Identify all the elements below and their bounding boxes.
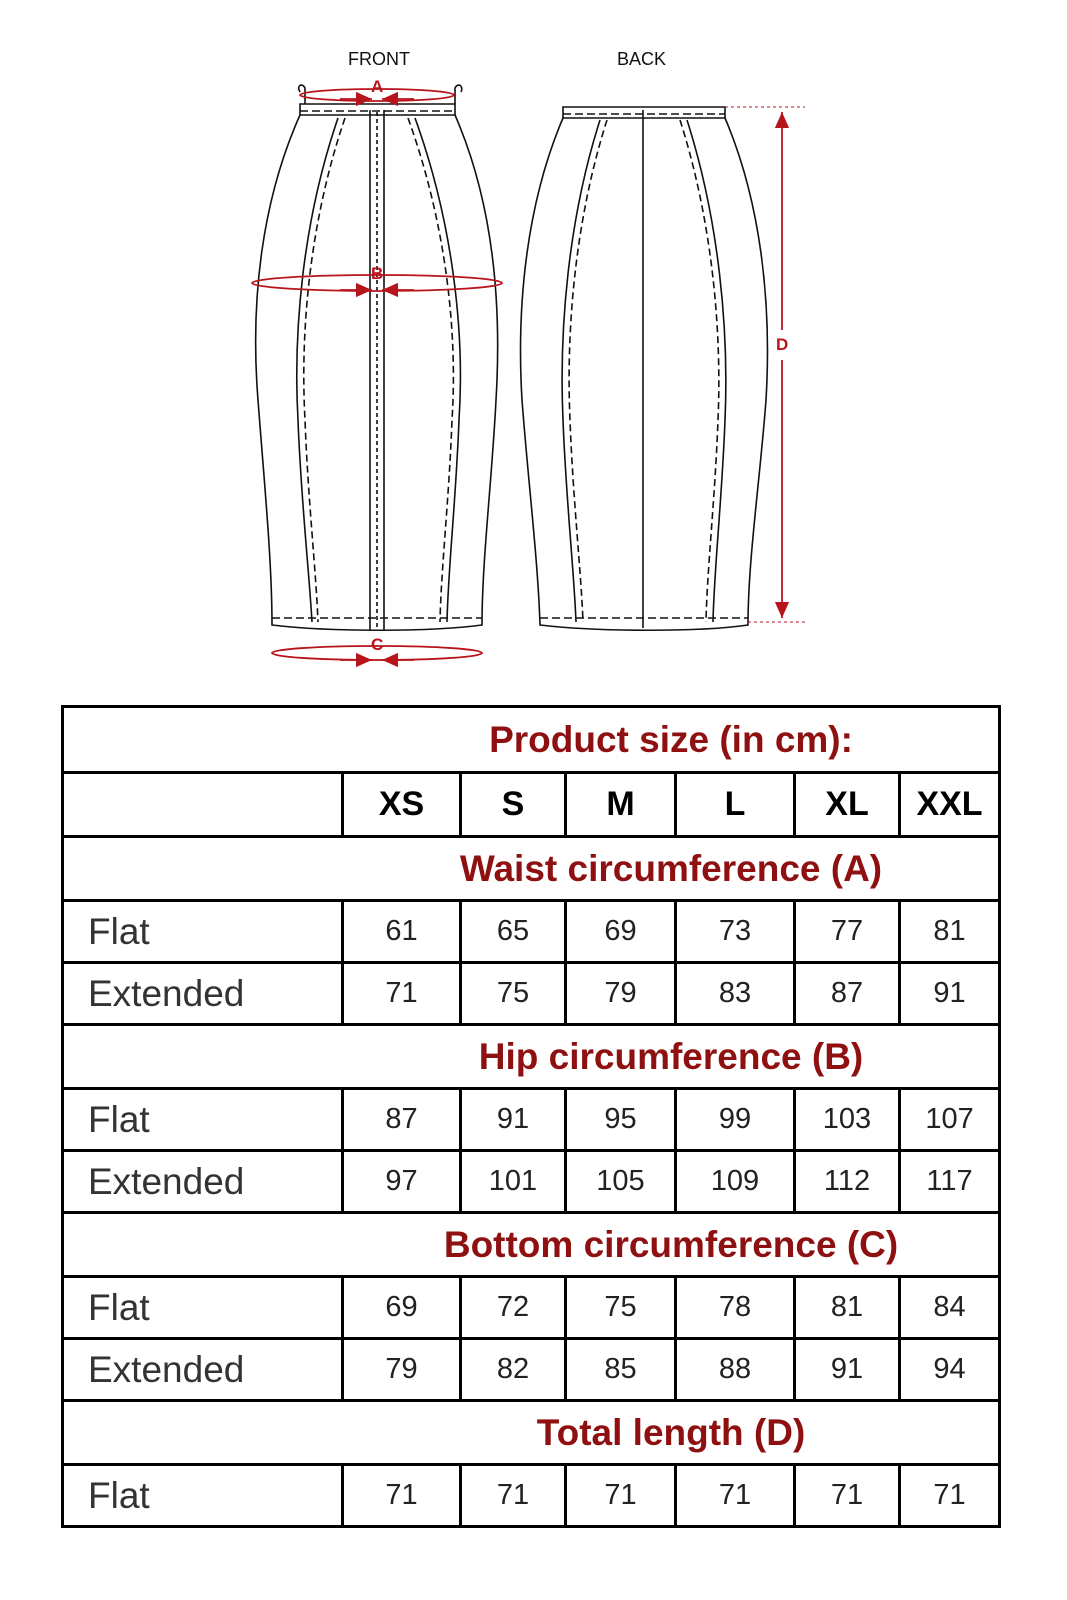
row-label: Flat [63, 901, 343, 963]
value-cell: 77 [795, 901, 900, 963]
value-cell: 82 [461, 1339, 566, 1401]
front-view-label: FRONT [348, 49, 410, 69]
value-cell: 71 [900, 1465, 1000, 1527]
value-cell: 71 [795, 1465, 900, 1527]
value-cell: 112 [795, 1151, 900, 1213]
value-cell: 79 [566, 963, 676, 1025]
value-cell: 94 [900, 1339, 1000, 1401]
value-cell: 87 [795, 963, 900, 1025]
section-title: Bottom circumference (C) [63, 1213, 1000, 1277]
skirt-drawing [0, 0, 1067, 700]
size-header-row [63, 773, 1000, 837]
value-cell: 101 [461, 1151, 566, 1213]
section-row [63, 1213, 1000, 1277]
value-cell: 83 [676, 963, 795, 1025]
section-row [63, 1401, 1000, 1465]
row-label: Extended [63, 963, 343, 1025]
value-cell: 61 [343, 901, 461, 963]
value-cell: 84 [900, 1277, 1000, 1339]
size-chart-table [61, 705, 1001, 1528]
value-cell: 91 [795, 1339, 900, 1401]
section-row [63, 837, 1000, 901]
value-cell: 91 [900, 963, 1000, 1025]
value-cell: 91 [461, 1089, 566, 1151]
value-cell: 88 [676, 1339, 795, 1401]
row-label: Extended [63, 1339, 343, 1401]
value-cell: 105 [566, 1151, 676, 1213]
marker-b: B [371, 264, 384, 283]
front-skirt [256, 85, 498, 630]
value-cell: 117 [900, 1151, 1000, 1213]
section-title: Hip circumference (B) [63, 1025, 1000, 1089]
row-label: Extended [63, 1151, 343, 1213]
section-row [63, 1025, 1000, 1089]
header-empty-cell [63, 773, 343, 837]
value-cell: 95 [566, 1089, 676, 1151]
value-cell: 65 [461, 901, 566, 963]
value-cell: 81 [795, 1277, 900, 1339]
table-title: Product size (in cm): [63, 707, 1000, 773]
row-label: Flat [63, 1277, 343, 1339]
value-cell: 71 [676, 1465, 795, 1527]
measurement-guides [252, 89, 805, 660]
table-row [63, 963, 1000, 1025]
table-row [63, 1339, 1000, 1401]
marker-a: A [371, 77, 384, 96]
section-title: Waist circumference (A) [63, 837, 1000, 901]
value-cell: 69 [343, 1277, 461, 1339]
skirt-diagram [0, 0, 1067, 700]
value-cell: 69 [566, 901, 676, 963]
size-header: M [566, 773, 676, 837]
size-header: XL [795, 773, 900, 837]
table-row [63, 1465, 1000, 1527]
back-view-label: BACK [617, 49, 667, 69]
value-cell: 103 [795, 1089, 900, 1151]
value-cell: 97 [343, 1151, 461, 1213]
size-header: XS [343, 773, 461, 837]
size-header: XXL [900, 773, 1000, 837]
value-cell: 71 [343, 963, 461, 1025]
marker-c: C [371, 635, 384, 654]
value-cell: 75 [461, 963, 566, 1025]
value-cell: 109 [676, 1151, 795, 1213]
row-label: Flat [63, 1089, 343, 1151]
table-row [63, 1151, 1000, 1213]
value-cell: 107 [900, 1089, 1000, 1151]
section-title: Total length (D) [63, 1401, 1000, 1465]
value-cell: 85 [566, 1339, 676, 1401]
back-skirt [521, 107, 768, 630]
value-cell: 99 [676, 1089, 795, 1151]
marker-d: D [776, 335, 789, 354]
size-header: L [676, 773, 795, 837]
row-label: Flat [63, 1465, 343, 1527]
value-cell: 71 [461, 1465, 566, 1527]
value-cell: 73 [676, 901, 795, 963]
value-cell: 75 [566, 1277, 676, 1339]
value-cell: 71 [566, 1465, 676, 1527]
value-cell: 79 [343, 1339, 461, 1401]
value-cell: 71 [343, 1465, 461, 1527]
value-cell: 78 [676, 1277, 795, 1339]
table-row [63, 1277, 1000, 1339]
table-row [63, 1089, 1000, 1151]
title-row [63, 707, 1000, 773]
value-cell: 81 [900, 901, 1000, 963]
value-cell: 87 [343, 1089, 461, 1151]
value-cell: 72 [461, 1277, 566, 1339]
table-row [63, 901, 1000, 963]
size-header: S [461, 773, 566, 837]
